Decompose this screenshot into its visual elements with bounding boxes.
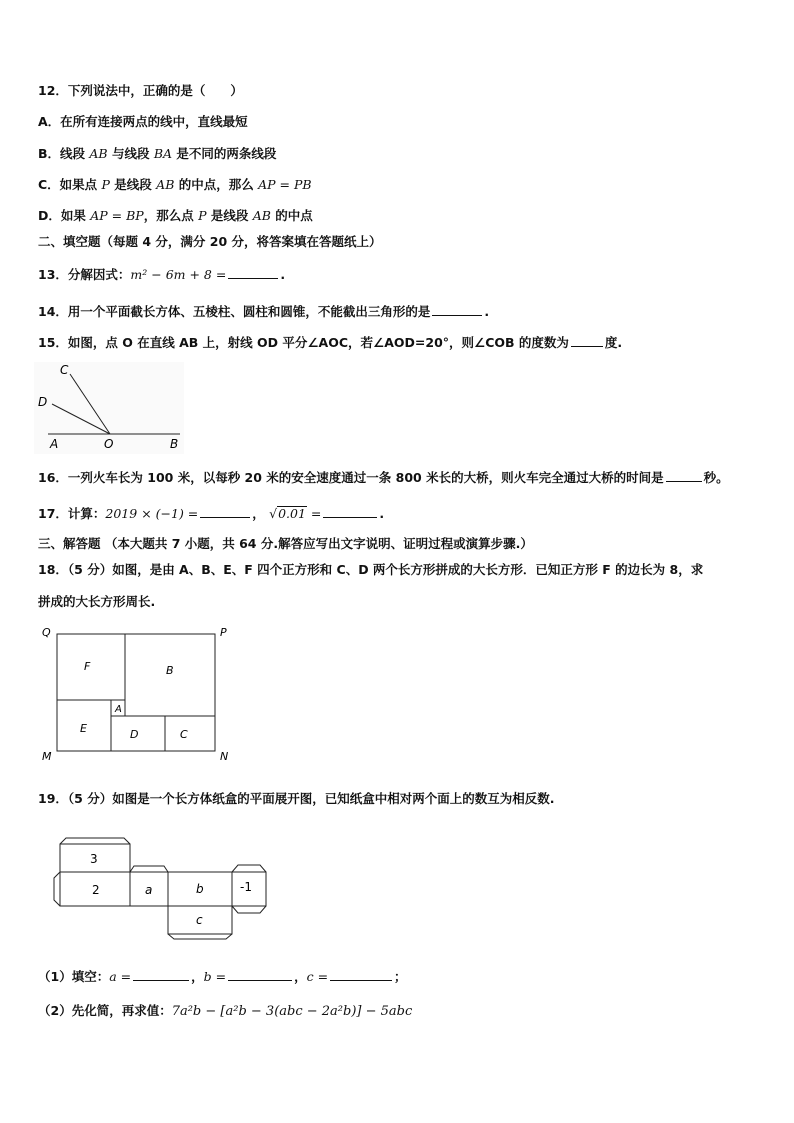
value-2: 2 <box>92 883 100 897</box>
q15-angle-figure <box>34 362 184 454</box>
q17-blank-2[interactable] <box>323 504 377 518</box>
label-n: N <box>220 750 229 763</box>
label-a: A <box>50 437 59 451</box>
rect-c <box>165 716 215 751</box>
value-b: b <box>196 882 204 896</box>
q17-blank-1[interactable] <box>200 504 250 518</box>
value-a: a <box>145 883 153 897</box>
section2-heading: 二、填空题（每题 4 分，满分 20 分，将答案填在答题纸上） <box>38 234 382 249</box>
label-d: D <box>38 395 48 409</box>
label-p: P <box>220 626 227 639</box>
q18-line2: 拼成的大长方形周长. <box>38 594 156 609</box>
label-c: C <box>60 363 69 377</box>
label-f: F <box>84 660 91 673</box>
q18-line1: 18．（5 分）如图，是由 A、B、E、F 四个正方形和 C、D 两个长方形拼成的大长方形．已知正方形 F 的边长为 8，求 <box>38 562 704 577</box>
q15-blank[interactable] <box>571 333 603 347</box>
value-neg1: -1 <box>240 880 252 894</box>
q12-stem: 12．下列说法中，正确的是（ ） <box>38 83 243 98</box>
q12-option-c: C．如果点 P 是线段 AB 的中点，那么 AP = PB <box>38 177 312 192</box>
q13: 13．分解因式：m² − 6m + 8 = . <box>38 267 286 282</box>
label-b: B <box>166 664 174 677</box>
q12-option-b: B．线段 AB 与线段 BA 是不同的两条线段 <box>38 146 277 161</box>
square-f <box>57 634 125 700</box>
q16-blank[interactable] <box>666 468 702 482</box>
q19-blank-c[interactable] <box>330 967 392 981</box>
label-q: Q <box>42 626 51 639</box>
q16: 16．一列火车长为 100 米，以每秒 20 米的安全速度通过一条 800 米长的大桥，则火车完全通过大桥的时间是 秒。 <box>38 470 729 485</box>
q18-rectangle-figure <box>38 624 238 764</box>
q14: 14．用一个平面截长方体、五棱柱、圆柱和圆锥，不能截出三角形的是 . <box>38 304 490 319</box>
label-m: M <box>42 750 52 763</box>
value-3: 3 <box>90 852 98 866</box>
q12-option-d: D．如果 AP = BP，那么点 P 是线段 AB 的中点 <box>38 208 313 223</box>
label-a: A <box>115 704 122 715</box>
q12-option-a: A．在所有连接两点的线中，直线最短 <box>38 114 248 129</box>
q19-part2: （2）先化简，再求值：7a²b − [a²b − 3(abc − 2a²b)] − 5abc <box>38 1003 413 1019</box>
label-c: C <box>180 728 188 741</box>
label-d: D <box>130 728 139 741</box>
q19-stem: 19．（5 分）如图是一个长方体纸盒的平面展开图，已知纸盒中相对两个面上的数互为相反数. <box>38 791 555 806</box>
label-o: O <box>104 437 114 451</box>
q14-blank[interactable] <box>432 302 482 316</box>
value-c: c <box>196 913 203 927</box>
q19-blank-a[interactable] <box>133 967 189 981</box>
q13-blank[interactable] <box>228 265 278 279</box>
q17: 17．计算：2019 × (−1) = ， √0.01 = . <box>38 506 385 521</box>
label-b: B <box>170 437 179 451</box>
section3-heading: 三、解答题 （本大题共 7 小题，共 64 分.解答应写出文字说明、证明过程或演算步骤.） <box>38 536 533 551</box>
q19-blank-b[interactable] <box>228 967 292 981</box>
label-e: E <box>80 722 87 735</box>
q19-part1: （1）填空：a = ，b = ，c = ； <box>38 969 407 984</box>
q15: 15．如图，点 O 在直线 AB 上，射线 OD 平分∠AOC，若∠AOD=20°，则∠COB 的度数为 度. <box>38 335 623 350</box>
q19-net-figure <box>46 834 276 944</box>
